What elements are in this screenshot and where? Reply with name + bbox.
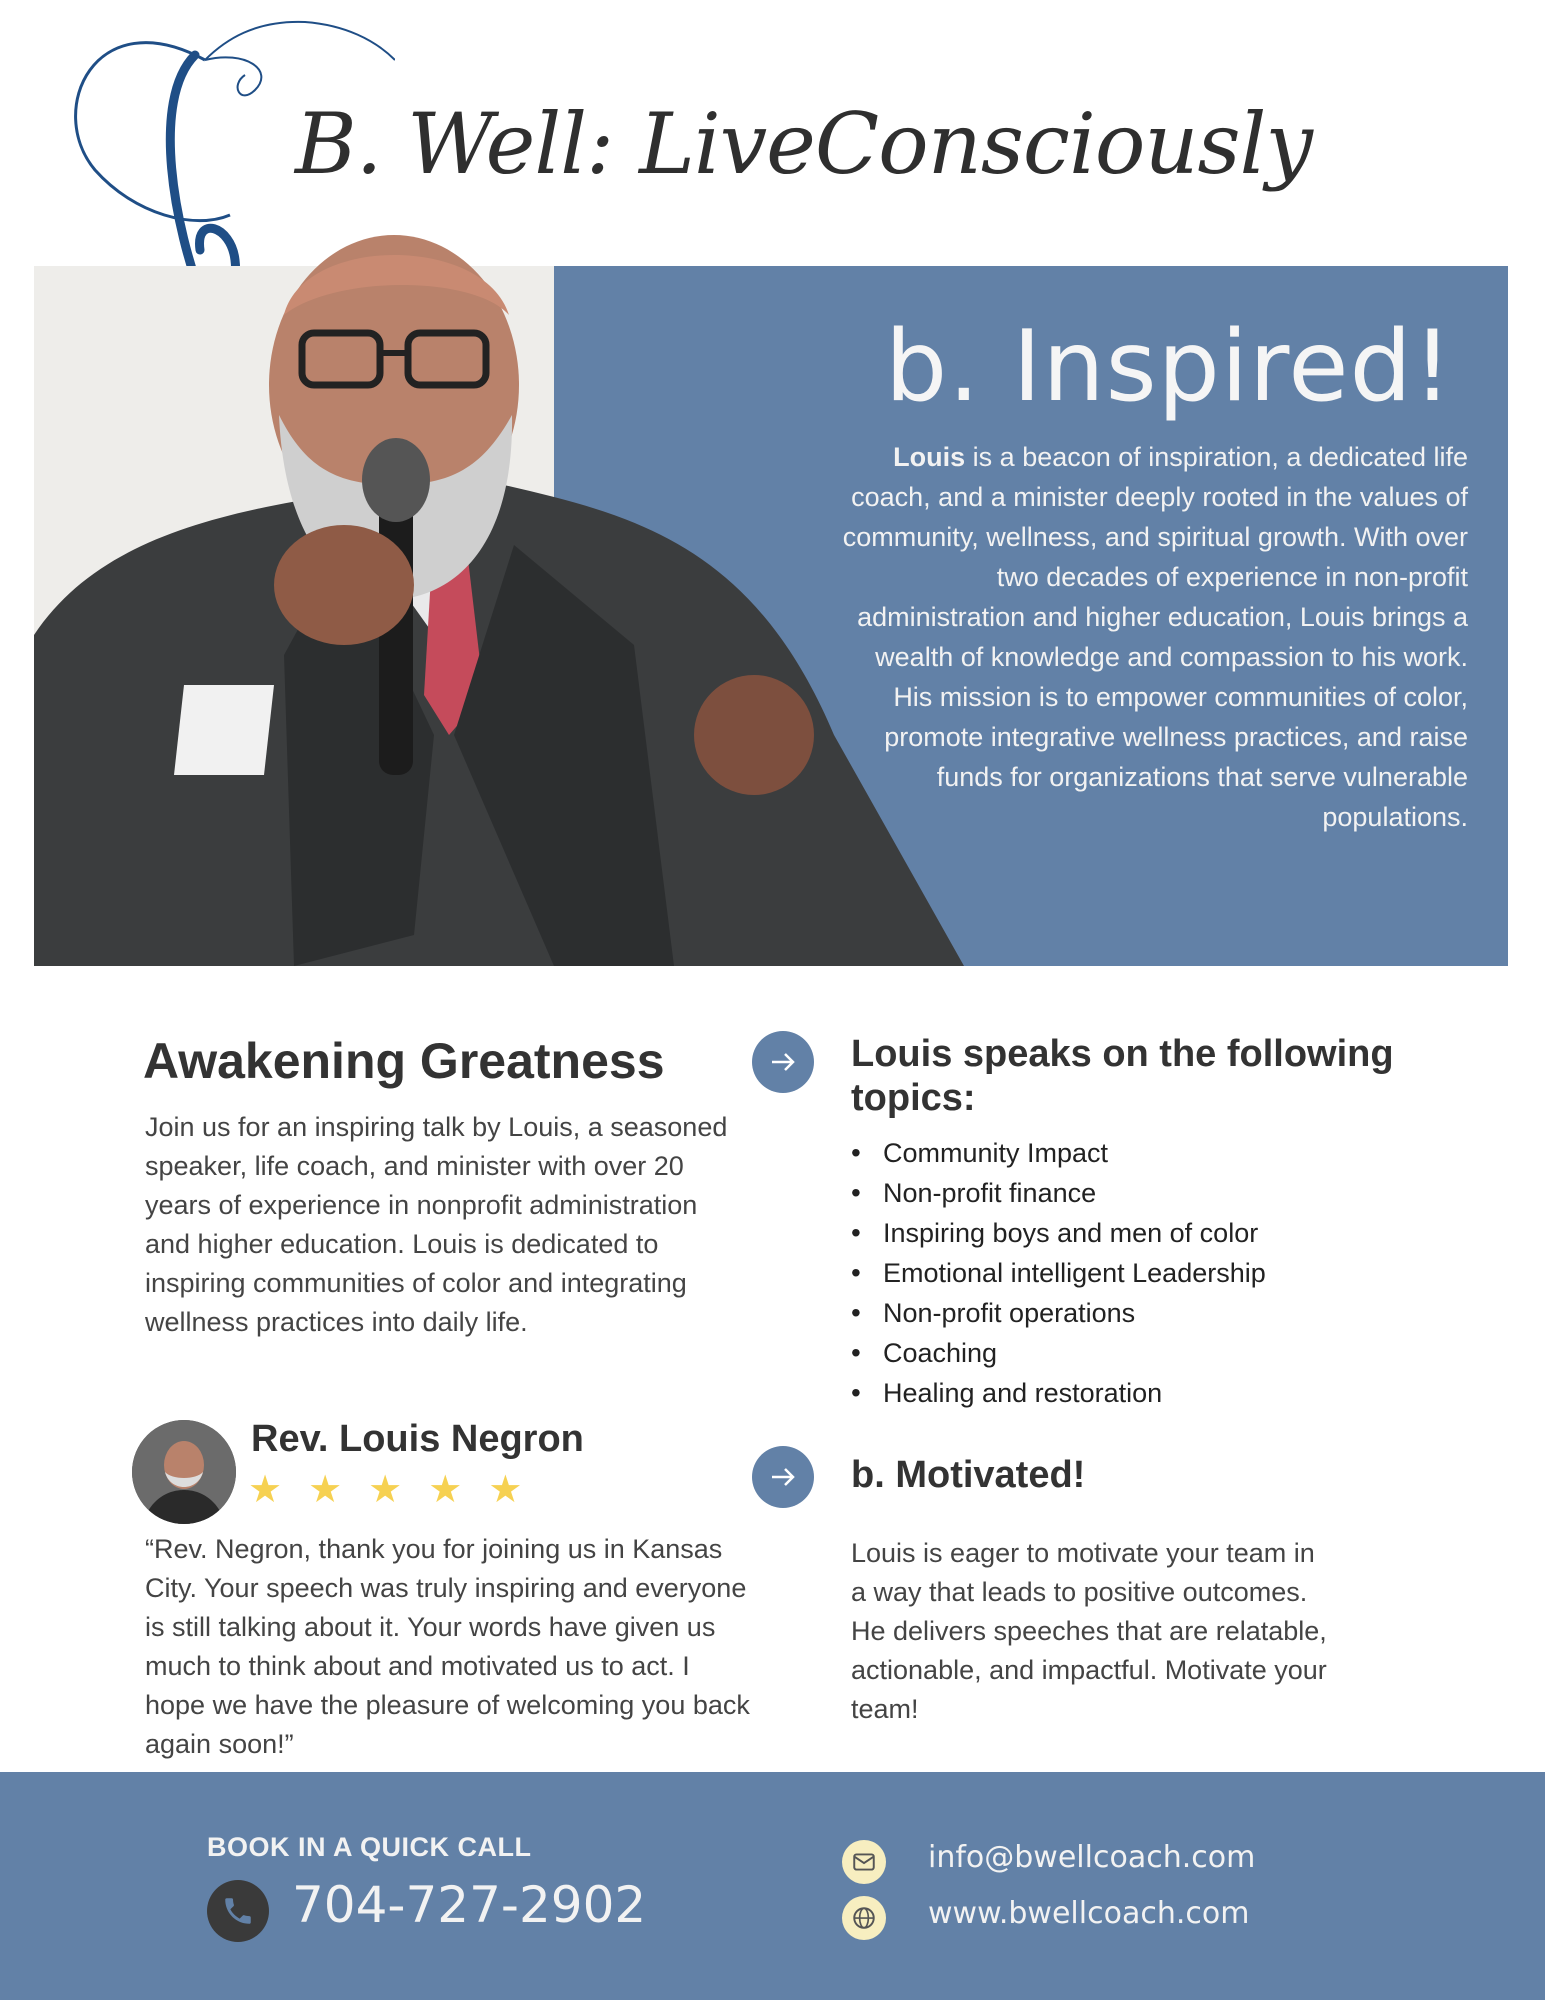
awakening-title: Awakening Greatness: [143, 1033, 665, 1089]
list-item: • Inspiring boys and men of color: [851, 1213, 1266, 1253]
list-item: • Healing and restoration: [851, 1373, 1266, 1413]
hero-title: b. Inspired!: [885, 310, 1453, 424]
motivated-text: Louis is eager to motivate your team in a way that leads to positive outcomes. He delivers speeches that are relatable, actionable, and impactful. Motivate your team!: [851, 1538, 1327, 1724]
list-item: • Non-profit operations: [851, 1293, 1266, 1333]
phone-number[interactable]: 704-727-2902: [292, 1876, 647, 1934]
book-call-label: BOOK IN A QUICK CALL: [207, 1832, 532, 1862]
testimonial-quote: “Rev. Negron, thank you for joining us in Kansas City. Your speech was truly inspiring and everyone is still talking about it. Your words have given us much to think about and motivated us to act. I hope we have the pleasure of welcoming you back again soon!”: [145, 1534, 750, 1759]
list-item: • Community Impact: [851, 1133, 1266, 1173]
brand-tagline: B. Well: LiveConsciously: [295, 95, 1312, 193]
star-icon: ★: [488, 1469, 523, 1511]
arrow-right-icon: [752, 1031, 814, 1093]
hero-bio: [840, 437, 1468, 837]
awakening-text: Join us for an inspiring talk by Louis, a seasoned speaker, life coach, and minister with over 20 years of experience in nonprofit administration and higher education. Louis is dedicated to inspiring communities of color and integrating wellness practices into daily life.: [145, 1112, 728, 1337]
speaker-photo: [34, 215, 964, 966]
list-item: • Non-profit finance: [851, 1173, 1266, 1213]
email-link[interactable]: info@bwellcoach.com: [928, 1840, 1256, 1875]
list-item: • Coaching: [851, 1333, 1266, 1373]
star-icon: ★: [368, 1469, 403, 1511]
hero-bio-name: Louis: [893, 442, 966, 472]
topics-list: [851, 1133, 1266, 1413]
arrow-right-icon: [752, 1446, 814, 1508]
avatar: [132, 1420, 236, 1524]
star-icon: ★: [248, 1469, 283, 1511]
phone-icon: [207, 1880, 269, 1942]
website-link[interactable]: www.bwellcoach.com: [928, 1896, 1250, 1931]
topics-title: Louis speaks on the following topics:: [851, 1033, 1394, 1119]
motivated-title: b. Motivated!: [851, 1454, 1086, 1496]
list-item: • Emotional intelligent Leadership: [851, 1253, 1266, 1293]
globe-icon: [842, 1896, 886, 1940]
testimonial-name: Rev. Louis Negron: [251, 1418, 584, 1460]
hero-bio-text: is a beacon of inspiration, a dedicated life coach, and a minister deeply rooted in the values of community, wellness, and spiritual growth. With over two decades of experience in non-profit administration and higher education, Louis brings a wealth of knowledge and compassion to his work. His mission is to empower communities of color, promote integrative wellness practices, and raise funds for organizations that serve vulnerable populations.: [842, 442, 1468, 832]
star-icon: ★: [428, 1469, 463, 1511]
star-icon: ★: [308, 1469, 343, 1511]
mail-icon: [842, 1840, 886, 1884]
rating-stars: [248, 1470, 522, 1510]
